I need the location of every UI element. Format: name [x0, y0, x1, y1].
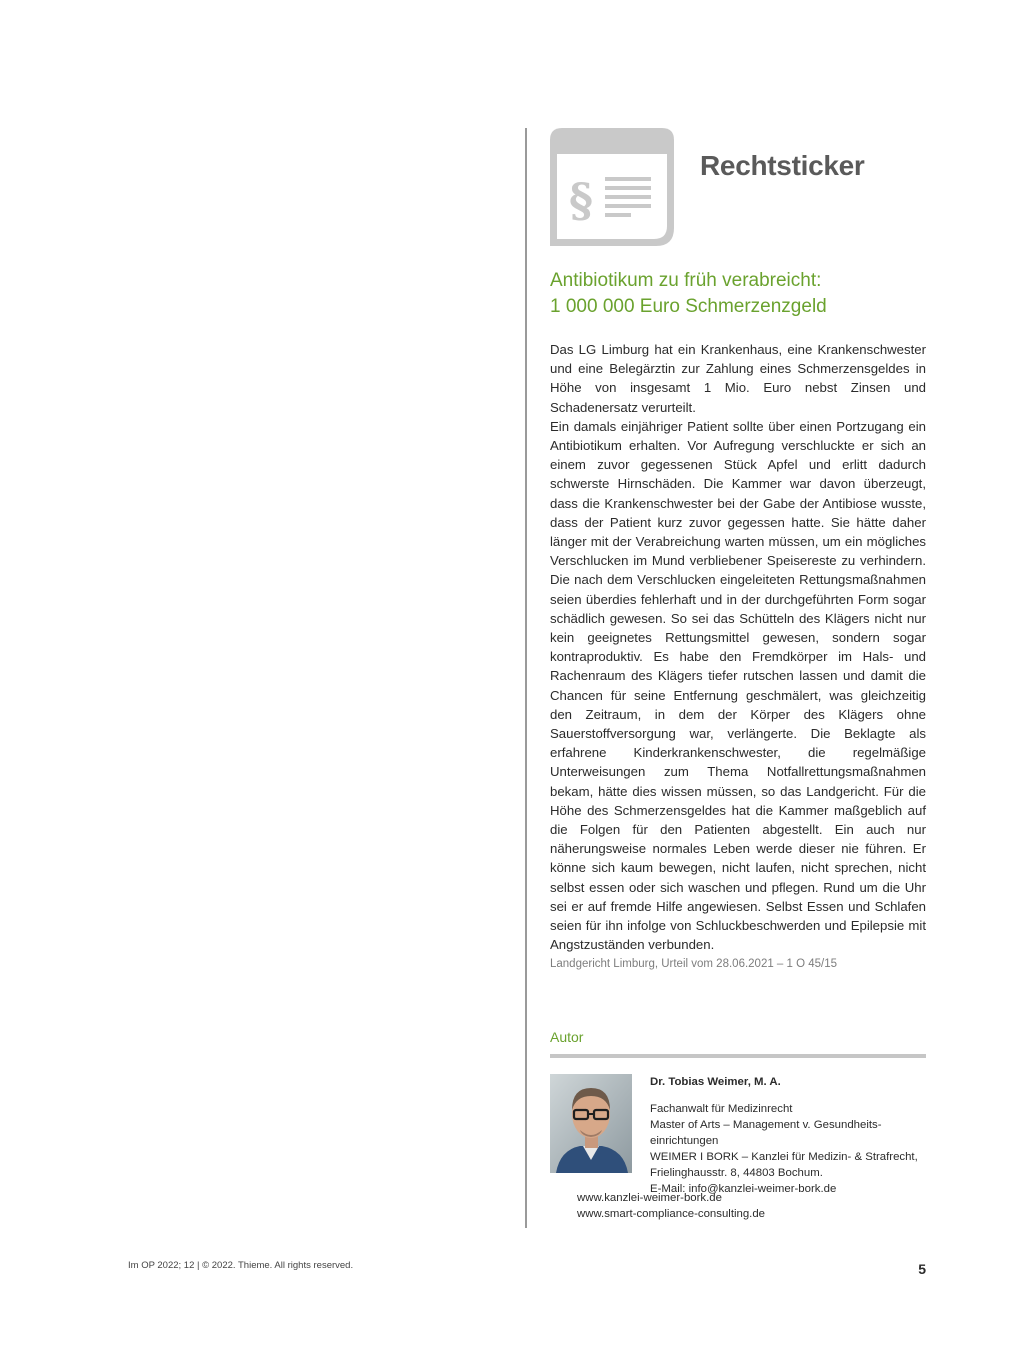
headline-line-1: Antibiotikum zu früh verabreicht: — [550, 270, 822, 291]
author-divider — [550, 1054, 926, 1058]
svg-text:§: § — [569, 173, 594, 227]
author-detail-line: einrichtungen — [650, 1134, 719, 1147]
website-link[interactable]: www.kanzlei-weimer-bork.de — [577, 1191, 722, 1204]
page-number: 5 — [918, 1261, 926, 1277]
author-detail-line: WEIMER I BORK – Kanzlei für Medizin- & Strafrecht, — [650, 1150, 918, 1163]
author-detail-line: Master of Arts – Management v. Gesundheits- — [650, 1118, 882, 1131]
author-label: Autor — [550, 1028, 584, 1045]
paragraph-document-icon — [550, 128, 674, 246]
author-links — [577, 1190, 765, 1222]
author-block — [550, 1074, 926, 1224]
headline-line-2: 1 000 000 Euro Schmerzenzgeld — [550, 296, 827, 317]
section-title: Rechtsticker — [700, 150, 865, 181]
section-header — [550, 128, 926, 268]
article-paragraph: Ein damals einjähriger Patient sollte über einen Portzugang ein Antibiotikum erhalten. Vor Aufregung verschluckte er sich an einem zuvor gegessenen Stück Apfel und erlitt dadurch schwerste Hirnschäden. Die Kammer war davon überzeugt, dass die Krankenschwester bei der Gabe der Antibiose wusste, dass der Patient kurz zuvor gegessen hatte. Sie hätte daher länger mit der Verabreichung warten müssen, um ein mögliches Verschlucken im Mund verbliebener Speisereste zu verhindern. Die nach dem Verschlucken eingeleiteten Rettungsmaßnahmen seien überdies fehlerhaft und in der durchgeführten Form sogar schädlich gewesen. So sei das Schütteln des Klägers nicht nur kein geeignetes Rettungsmittel gewesen, sondern sogar kontraproduktiv. Es habe den Fremdkörper im Hals- und Rachenraum des Klägers tiefer rutschen lassen und damit die Chancen für seine Entfernung geschmälert, was gleichzeitig den Zeitraum, in dem der Körper des Klägers ohne Sauerstoffversorgung war, verlängerte. Die Beklagte als erfahrene Kinderkrankenschwester, die regelmäßige Unterweisungen zum Thema Notfallrettungsmaßnahmen bekam, hätte dies wissen müssen, so das Landgericht. Für die Höhe des Schmerzensgeldes hat die Kammer maßgeblich auf die Folgen für den Patienten abgestellt. Ein auch nur näherungsweise normales Leben werde dieser nie führen. Er könne sich kaum bewegen, nicht laufen, nicht sprechen, nicht selbst essen oder sich waschen und pflegen. Rund um die Uhr sei er auf fremde Hilfe angewiesen. Selbst Essen und Schlafen seien für ihn infolge von Schluckbeschwerden und Epilepsie mit Angstzuständen verbunden. — [550, 418, 926, 953]
author-email: E-Mail: info@kanzlei-weimer-bork.de — [650, 1182, 837, 1195]
article-headline — [550, 268, 926, 320]
court-citation: Landgericht Limburg, Urteil vom 28.06.2021 – 1 O 45/15 — [550, 957, 838, 970]
footer-copyright: Im OP 2022; 12 | © 2022. Thieme. All rights reserved. — [128, 1260, 354, 1271]
author-info — [650, 1074, 926, 1197]
article-paragraph: Das LG Limburg hat ein Krankenhaus, eine Krankenschwester und eine Belegärztin zur Zahlung eines Schmerzensgeldes in Höhe von insgesamt 1 Mio. Euro nebst Zinsen und Schadenersatz verurteilt. — [550, 342, 926, 415]
article-body — [550, 340, 926, 972]
author-photo — [550, 1074, 632, 1173]
article-column — [550, 128, 926, 1224]
column-divider — [525, 128, 527, 1228]
author-detail-line: Frielinghausstr. 8, 44803 Bochum. — [650, 1166, 823, 1179]
website-link[interactable]: www.smart-compliance-consulting.de — [577, 1207, 766, 1220]
author-detail-line: Fachanwalt für Medizinrecht — [650, 1102, 793, 1115]
author-name: Dr. Tobias Weimer, M. A. — [650, 1075, 781, 1088]
